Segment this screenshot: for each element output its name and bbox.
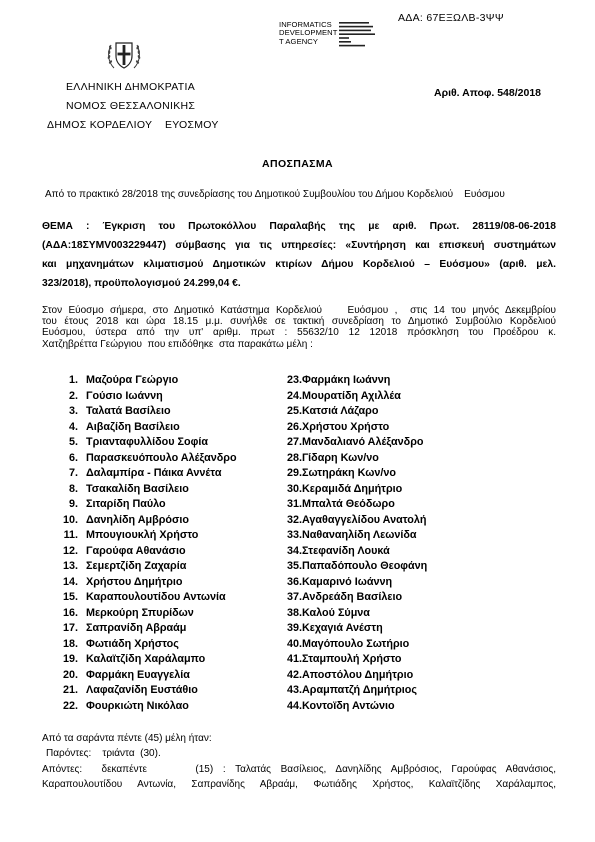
member-item: 14. Χρήστου Δημήτριο [62, 575, 183, 588]
member-item: 12. Γαρούφα Αθανάσιο [62, 544, 186, 557]
paragraph-line-3: Ευόσμου, ύστερα από την υπ' αριθμ. πρωτ : 55632/10 12 12018 πρόσκληση του Προέδρου κ. [42, 327, 556, 339]
member-item: 6. Παρασκευόπουλο Αλέξανδρο [68, 451, 237, 464]
member-item: 29.Σωτηράκη Κων/νο [286, 467, 396, 479]
member-item: 20. Φαρμάκη Ευαγγελία [62, 668, 190, 681]
member-item: 15. Καραπουλουτίδου Αντωνία [62, 591, 226, 603]
extract-source-line: Από το πρακτικό 28/2018 της συνεδρίασης του Δημοτικού Συμβουλίου του Δήμου Κορδελιού Ευόσμου [45, 189, 505, 200]
subject-line-3: και μηχανημάτων κλιματισμού Δημοτικών κτιρίων Δήμου Κορδελιού – Ευόσμου» (αριθ. μελ. [42, 259, 556, 270]
member-item: 34.Στεφανίδη Λουκά [286, 544, 390, 557]
informatics-development-agency-logo-icon [279, 21, 399, 57]
member-item: 28.Γίδαρη Κων/νο [286, 451, 379, 464]
member-item: 22. Φουρκιώτη Νικόλαο [62, 699, 189, 712]
member-item: 23.Φαρμάκη Ιωάννη [286, 374, 391, 386]
member-item: 18. Φωτιάδη Χρήστος [62, 637, 179, 650]
attendance-absent-line-1: Απόντες: δεκαπέντε (15) : Ταλατάς Βασίλειος, Δανηλίδης Αμβρόσιος, Γαρούφας Αθανάσιος, [42, 763, 556, 775]
member-item: 21. Λαφαζανίδη Ευστάθιο [62, 684, 198, 696]
member-item: 41.Σταμπουλή Χρήστο [286, 653, 402, 665]
member-item: 43.Αραμπατζή Δημήτριος [286, 684, 418, 696]
member-item: 33.Ναθαναηλίδη Λεωνίδα [286, 529, 417, 541]
subject-line-4: 323/2018), προϋπολογισμού 24.299,04 €. [42, 278, 241, 289]
it-logo-line-1: INFORMATICS [279, 20, 332, 29]
members-list-column-1 [60, 373, 237, 714]
member-item: 40.Μαγόπουλο Σωτήριο [286, 637, 410, 650]
subject-line-2: (ΑΔΑ:18ΣΥΜV003229447) σύμβασης για τις υπηρεσίες: «Συντήρηση και επισκευή συστημάτων [42, 240, 556, 251]
member-item: 37.Ανδρεάδη Βασίλειο [286, 591, 403, 603]
subject-line-1: ΘΕΜΑ : Έγκριση του Πρωτοκόλλου Παραλαβής της με αριθ. Πρωτ. 28119/08-06-2018 [42, 221, 556, 232]
member-item: 3. Ταλατά Βασίλειο [68, 405, 171, 417]
member-item: 9. Σιταρίδη Παύλο [68, 498, 166, 510]
member-item: 38.Καλού Σύμνα [286, 606, 370, 619]
hellenic-republic-emblem-icon [104, 35, 144, 75]
members-list-column-2 [284, 373, 427, 714]
member-item: 7. Δαλαμπίρα - Πάικα Αννέτα [68, 467, 222, 479]
document-title: ΑΠΟΣΠΑΣΜΑ [261, 158, 334, 170]
attendance-absent-line-2: Καραπουλουτίδου Αντωνία, Σαπρανίδης Αβραάμ, Φωτιάδης Χρήστος, Καλαϊτζίδης Χαράλαμπος, [42, 779, 556, 791]
member-item: 26.Χρήστου Χρήστο [286, 420, 390, 433]
member-item: 8. Τσακαλίδη Βασίλειο [68, 482, 189, 495]
it-logo-small-print-icon [339, 22, 379, 54]
header-municipality: ΔΗΜΟΣ ΚΟΡΔΕΛΙΟΥ ΕΥΟΣΜΟΥ [47, 119, 219, 131]
attendance-total: Από τα σαράντα πέντε (45) μέλη ήταν: [42, 733, 212, 744]
member-item: 13. Σεμερτζίδη Ζαχαρία [62, 560, 187, 572]
header-prefecture: ΝΟΜΟΣ ΘΕΣΣΑΛΟΝΙΚΗΣ [66, 100, 196, 112]
member-item: 11. Μπουγιουκλή Χρήστο [63, 529, 199, 541]
member-item: 39.Κεχαγιά Ανέστη [286, 622, 383, 634]
meeting-paragraph [42, 305, 556, 350]
member-item: 24.Μουρατίδη Αχιλλέα [286, 389, 401, 402]
member-item: 17. Σαπρανίδη Αβραάμ [62, 622, 187, 634]
paragraph-line-4: Χατζηβρέττα Γεώργιου που επιδόθηκε στα παρακάτω μέλη : [42, 338, 313, 350]
member-item: 16. Μερκούρη Σπυρίδων [62, 606, 194, 619]
member-item: 35.Παπαδόπουλο Θεοφάνη [286, 560, 428, 572]
it-logo-line-2: DEVELOPMENT [279, 28, 338, 38]
member-item: 5. Τριανταφυλλίδου Σοφία [68, 436, 208, 448]
member-item: 32.Αγαθαγγελίδου Ανατολή [286, 513, 427, 526]
member-item: 25.Κατσιά Λάζαρο [286, 405, 379, 417]
it-logo-text [279, 21, 338, 46]
member-item: 19. Καλαϊτζίδη Χαράλαμπο [62, 653, 206, 665]
member-item: 42.Αποστόλου Δημήτριο [286, 668, 414, 681]
attendance-section [42, 731, 556, 793]
paragraph-line-2: του έτους 2018 και ώρα 18.15 μ.μ. συνήλθε σε τακτική συνεδρίαση το Δημοτικό Συμβούλιο Κορδελιού [42, 316, 556, 328]
attendance-present: Παρόντες: τριάντα (30). [46, 748, 161, 760]
member-item: 2. Γούσιο Ιωάννη [68, 389, 163, 402]
decision-number: Αριθ. Αποφ. 548/2018 [434, 87, 541, 99]
member-item: 4. Αιβαζίδη Βασίλειο [68, 420, 180, 433]
member-item: 27.Μανδαλιανό Αλέξανδρο [286, 436, 424, 448]
ada-code: ΑΔΑ: 67ΕΞΩΛΒ-3ΨΨ [398, 12, 504, 24]
paragraph-line-1: Στον Εύοσμο σήμερα, στο Δημοτικό Κατάστημα Κορδελιού Ευόσμου , στις 14 του μηνός Δεκεμβρίου [42, 305, 556, 316]
member-item: 44.Κοντοϊδη Αντώνιο [286, 699, 395, 712]
member-item: 36.Καμαρινό Ιωάννη [286, 575, 393, 588]
header-republic: ΕΛΛΗΝΙΚΗ ΔΗΜΟΚΡΑΤΙΑ [66, 81, 196, 93]
it-logo-line-3: T AGENCY [279, 36, 319, 46]
member-item: 31.Μπαλτά Θεόδωρο [286, 498, 395, 510]
member-item: 1. Μαζούρα Γεώργιο [68, 374, 179, 386]
member-item: 10. Δανηλίδη Αμβρόσιο [62, 513, 189, 526]
member-item: 30.Κεραμιδά Δημήτριο [286, 482, 403, 495]
subject-block [42, 217, 556, 293]
